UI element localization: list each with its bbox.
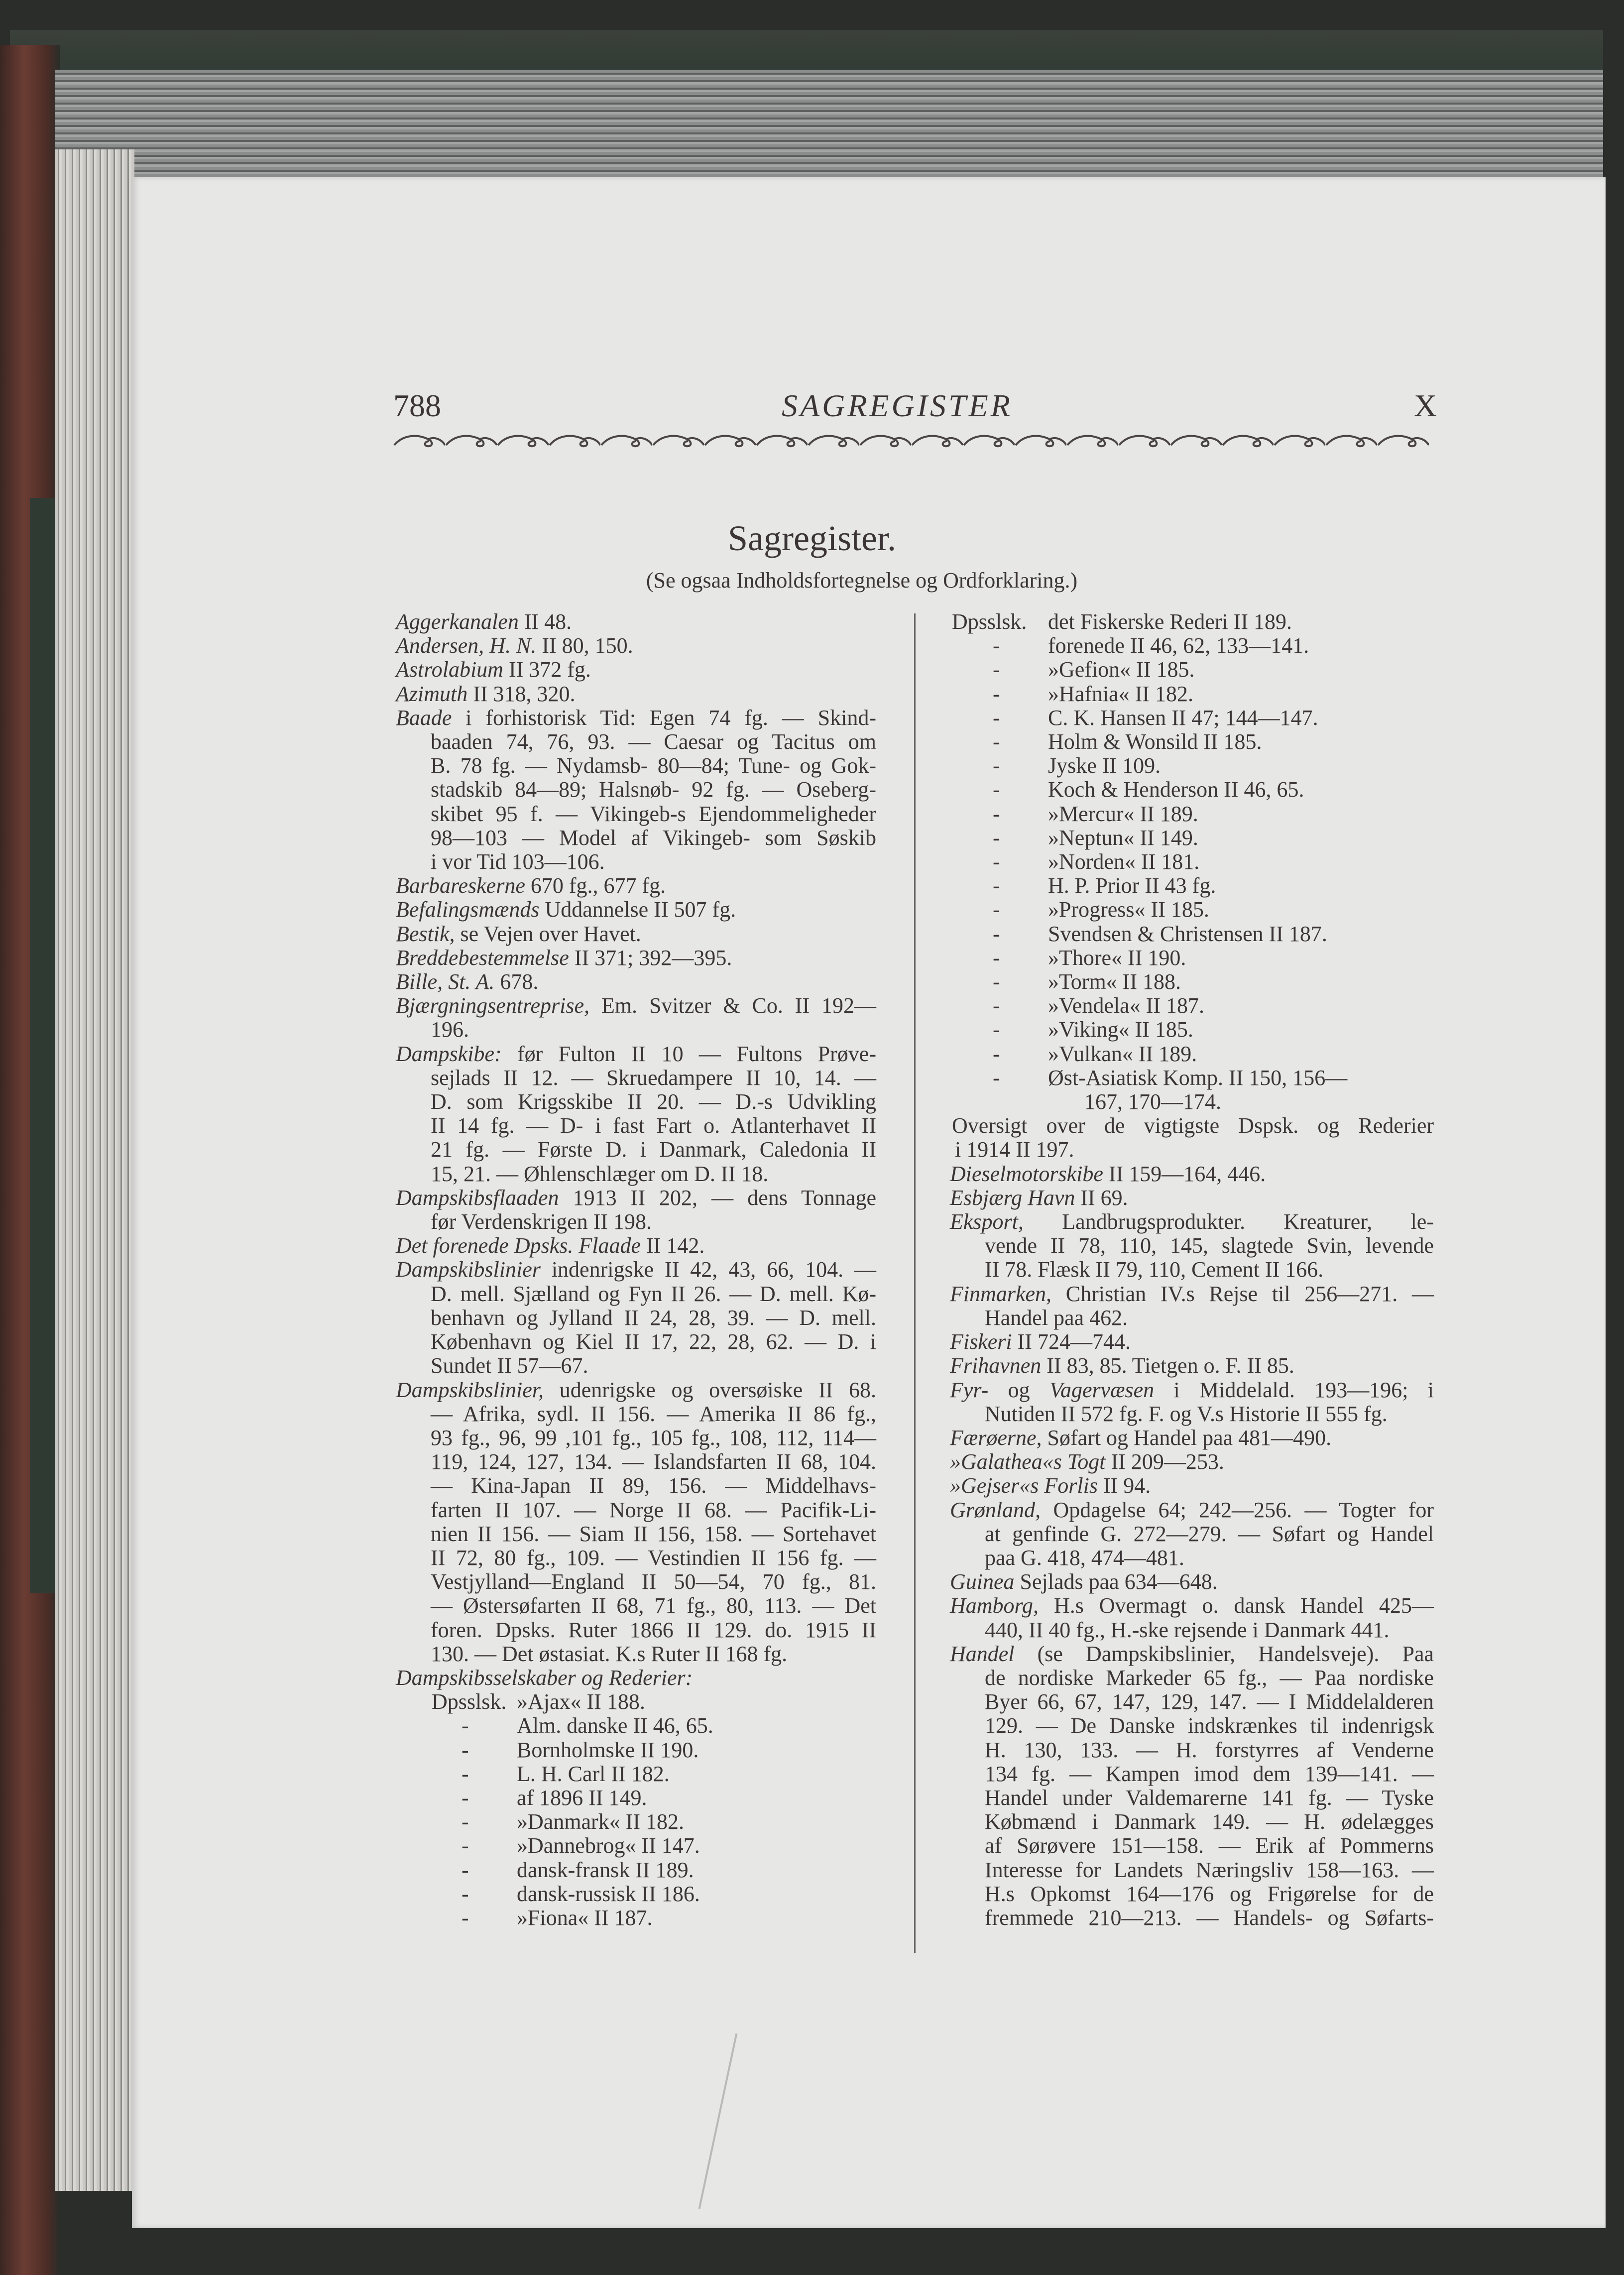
entry-heading: Fiskeri bbox=[950, 1329, 1012, 1354]
index-entry bbox=[950, 1474, 1434, 1498]
entry-heading: Barbareskerne bbox=[396, 873, 525, 898]
index-entry bbox=[396, 1042, 876, 1186]
entry-first-line bbox=[396, 898, 876, 922]
ditto-dash: - bbox=[462, 1809, 469, 1834]
entry-heading: Baade bbox=[396, 705, 452, 730]
entry-text: i forhistorisk Tid: Egen 74 fg. — Skind- bbox=[452, 705, 876, 730]
firm-name: Alm. danske II 46, 65. bbox=[517, 1713, 713, 1738]
entry-first-line bbox=[396, 970, 876, 994]
ditto-dash: - bbox=[993, 1017, 1000, 1042]
index-entry bbox=[950, 1162, 1434, 1186]
entry-heading: Handel bbox=[950, 1641, 1015, 1666]
firm-line bbox=[950, 802, 1434, 826]
entry-continuation-line: II 78. Flæsk II 79, 110, Cement II 166. bbox=[985, 1257, 1324, 1282]
entry-first-line bbox=[396, 1234, 876, 1258]
firm-line bbox=[950, 874, 1434, 898]
index-entry bbox=[396, 970, 876, 994]
entry-heading: Guinea bbox=[950, 1569, 1015, 1594]
index-entry bbox=[396, 874, 876, 898]
index-entry bbox=[396, 658, 876, 682]
firm-continuation-line: 167, 170—174. bbox=[1084, 1089, 1221, 1114]
firm-line bbox=[950, 1018, 1434, 1042]
entry-first-line bbox=[396, 1186, 876, 1210]
entry-continuation-line: D. mell. Sjælland og Fyn II 26. — D. mell. Kø- bbox=[431, 1281, 876, 1306]
ditto-dash: - bbox=[993, 921, 1000, 946]
index-entry bbox=[396, 922, 876, 946]
index-entry bbox=[396, 610, 876, 634]
firm-name: af 1896 II 149. bbox=[517, 1785, 647, 1810]
entry-text: indenrigske II 42, 43, 66, 104. — bbox=[540, 1257, 876, 1282]
entry-continuation-line: paa G. 418, 474—481. bbox=[985, 1545, 1184, 1570]
entry-continuation-line: Byer 66, 67, 147, 129, 147. — I Middelalderen bbox=[985, 1689, 1434, 1714]
firm-name: »Gefion« II 185. bbox=[1048, 657, 1195, 682]
index-entry bbox=[396, 946, 876, 970]
ditto-dash: - bbox=[993, 1041, 1000, 1066]
firm-name: »Danmark« II 182. bbox=[517, 1809, 685, 1834]
entry-text: II 209—253. bbox=[1105, 1449, 1224, 1474]
entry-continuation-line: 196. bbox=[431, 1017, 469, 1042]
ditto-dash: - bbox=[993, 777, 1000, 802]
index-entry bbox=[950, 1282, 1434, 1330]
firm-line bbox=[396, 1714, 876, 1738]
index-entry bbox=[396, 634, 876, 658]
firm-line bbox=[950, 778, 1434, 802]
entry-text: II 94. bbox=[1098, 1473, 1151, 1498]
firm-line bbox=[950, 682, 1434, 706]
entry-first-line bbox=[950, 1450, 1434, 1474]
firm-line bbox=[950, 730, 1434, 754]
ditto-dash: - bbox=[993, 633, 1000, 658]
ditto-dash: - bbox=[462, 1857, 469, 1882]
entry-text: Uddannelse II 507 fg. bbox=[539, 897, 736, 922]
entry-continuation-line: H.s Opkomst 164—176 og Frigørelse for de bbox=[985, 1881, 1434, 1906]
ditto-dash: - bbox=[993, 1065, 1000, 1090]
entry-heading: Breddebestemmelse bbox=[396, 945, 569, 970]
entry-continuation-line: II 72, 80 fg., 109. — Vestindien II 156 fg. — bbox=[431, 1545, 876, 1570]
entry-continuation-line: Handel paa 462. bbox=[985, 1305, 1128, 1330]
entry-continuation-line: 93 fg., 96, 99 ,101 fg., 105 fg., 108, 112, 114— bbox=[431, 1425, 876, 1450]
entry-first-line bbox=[396, 874, 876, 898]
entry-continuation-line: 98—103 — Model af Vikingeb- som Søskib bbox=[431, 825, 876, 850]
entry-text: II 724—744. bbox=[1012, 1329, 1131, 1354]
entry-heading: Andersen, H. N. bbox=[396, 633, 537, 658]
entry-first-line bbox=[396, 994, 876, 1018]
index-entry bbox=[396, 994, 876, 1042]
firm-name: »Torm« II 188. bbox=[1048, 969, 1181, 994]
entry-text: Christian IV.s Rejse til 256—271. — bbox=[1051, 1281, 1434, 1306]
index-entry bbox=[950, 1210, 1434, 1282]
entry-continuation-line: fremmede 210—213. — Handels- og Søfarts- bbox=[985, 1905, 1434, 1930]
entry-heading: Befalingsmænds bbox=[396, 897, 540, 922]
entry-text: H.s Overmagt o. dansk Handel 425— bbox=[1039, 1593, 1434, 1618]
ditto-dash: - bbox=[462, 1785, 469, 1810]
firm-line bbox=[396, 1858, 876, 1882]
entry-continuation-line: H. 130, 133. — H. forstyrres af Venderne bbox=[985, 1737, 1434, 1762]
entry-continuation-line: Handel under Valdemarerne 141 fg. — Tyske bbox=[985, 1785, 1434, 1810]
running-title: SAGREGISTER bbox=[782, 388, 1013, 423]
entry-continuation-line: før Verdenskrigen II 198. bbox=[431, 1209, 652, 1234]
index-entry bbox=[950, 1642, 1434, 1930]
firm-name: dansk-russisk II 186. bbox=[517, 1881, 700, 1906]
firm-name: »Ajax« II 188. bbox=[517, 1689, 645, 1714]
entry-first-line bbox=[396, 658, 876, 682]
entry-heading: Hamborg, bbox=[950, 1593, 1039, 1618]
entry-text: II 83, 85. Tietgen o. F. II 85. bbox=[1041, 1353, 1294, 1378]
entry-first-line bbox=[950, 1186, 1434, 1210]
ditto-dash: - bbox=[993, 681, 1000, 706]
entry-text: II 48. bbox=[518, 609, 572, 634]
page-title: Sagregister. bbox=[728, 518, 896, 558]
ditto-dash: - bbox=[462, 1905, 469, 1930]
entry-text: før Fulton II 10 — Fultons Prøve- bbox=[501, 1041, 876, 1066]
index-column-right bbox=[950, 610, 1434, 1930]
entry-text: II 80, 150. bbox=[536, 633, 633, 658]
entry-continuation-line: 440, II 40 fg., H.-ske rejsende i Danmark 441. bbox=[985, 1617, 1390, 1642]
firm-line bbox=[396, 1906, 876, 1930]
entry-continuation-line: 15, 21. — Øhlenschlæger om D. II 18. bbox=[431, 1161, 769, 1186]
firm-name: forenede II 46, 62, 133—141. bbox=[1048, 633, 1309, 658]
index-entry bbox=[950, 1498, 1434, 1570]
ditto-dash: - bbox=[993, 873, 1000, 898]
entry-first-line bbox=[950, 1378, 1434, 1402]
entry-first-line bbox=[950, 1594, 1434, 1618]
entry-heading: Dampskibsselskaber og Rederier: bbox=[396, 1665, 693, 1690]
entry-heading: Det forenede Dpsks. Flaade bbox=[396, 1233, 641, 1258]
entry-first-line bbox=[950, 1426, 1434, 1450]
firm-name: »Hafnia« II 182. bbox=[1048, 681, 1194, 706]
index-entry bbox=[396, 706, 876, 874]
entry-continuation-line: foren. Dpsks. Ruter 1866 II 129. do. 1915 II bbox=[431, 1617, 876, 1642]
entry-text: og bbox=[988, 1377, 1049, 1402]
firm-name: det Fiskerske Rederi II 189. bbox=[1048, 609, 1292, 634]
firm-name: dansk-fransk II 189. bbox=[517, 1857, 694, 1882]
entry-heading: »Galathea«s Togt bbox=[950, 1449, 1106, 1474]
entry-heading: Bestik, bbox=[396, 921, 455, 946]
ditto-dash: - bbox=[993, 753, 1000, 778]
firm-line bbox=[950, 658, 1434, 682]
firm-name: C. K. Hansen II 47; 144—147. bbox=[1048, 705, 1318, 730]
firm-prefix: Dpsslsk. bbox=[952, 609, 1027, 634]
ditto-dash: - bbox=[993, 897, 1000, 922]
firm-name: Jyske II 109. bbox=[1048, 753, 1161, 778]
entry-text: II 318, 320. bbox=[467, 681, 576, 706]
entry-continuation-line: — Afrika, sydl. II 156. — Amerika II 86 fg., bbox=[431, 1401, 876, 1426]
entry-first-line bbox=[950, 1282, 1434, 1306]
entry-text: II 371; 392—395. bbox=[569, 945, 732, 970]
entry-text: se Vejen over Havet. bbox=[455, 921, 641, 946]
entry-heading: Astrolabium bbox=[396, 657, 503, 682]
firm-line bbox=[950, 970, 1434, 994]
oversigt-line: i 1914 II 197. bbox=[955, 1137, 1074, 1162]
entry-text: 678. bbox=[494, 969, 539, 994]
firm-line bbox=[950, 850, 1434, 874]
entry-text: udenrigske og oversøiske II 68. bbox=[544, 1377, 876, 1402]
firm-name: L. H. Carl II 182. bbox=[517, 1761, 670, 1786]
firm-name: »Norden« II 181. bbox=[1048, 849, 1200, 874]
entry-text: (se Dampskibslinier, Handelsveje). Paa bbox=[1014, 1641, 1434, 1666]
index-entry bbox=[950, 1330, 1434, 1354]
firm-line bbox=[396, 1834, 876, 1858]
entry-heading: Azimuth bbox=[396, 681, 468, 706]
index-entry bbox=[396, 898, 876, 922]
firm-line bbox=[950, 946, 1434, 970]
entry-continuation-line: at genfinde G. 272—279. — Søfart og Handel bbox=[985, 1521, 1434, 1546]
firm-line bbox=[950, 898, 1434, 922]
entry-continuation-line: 119, 124, 127, 134. — Islandsfarten II 68, 104. bbox=[431, 1449, 876, 1474]
entry-first-line bbox=[396, 634, 876, 658]
page-number: 788 bbox=[393, 388, 441, 423]
firm-name: »Neptun« II 149. bbox=[1048, 825, 1198, 850]
entry-text: i Middelald. 193—196; i bbox=[1154, 1377, 1434, 1402]
column-divider bbox=[914, 613, 916, 1953]
entry-continuation-line: Nutiden II 572 fg. F. og V.s Historie II 555 fg. bbox=[985, 1401, 1388, 1426]
index-entry bbox=[950, 1570, 1434, 1594]
entry-continuation-line: Vestjylland—England II 50—54, 70 fg., 81. bbox=[431, 1569, 876, 1594]
entry-heading: Bille, St. A. bbox=[396, 969, 495, 994]
index-column-left bbox=[396, 610, 876, 1930]
entry-continuation-line: B. 78 fg. — Nydamsb- 80—84; Tune- og Gok- bbox=[431, 753, 876, 778]
firm-line bbox=[950, 634, 1434, 658]
firm-line bbox=[396, 1786, 876, 1810]
index-entry bbox=[396, 1378, 876, 1666]
entry-heading: Eksport, bbox=[950, 1209, 1024, 1234]
firm-line bbox=[950, 922, 1434, 946]
ditto-dash: - bbox=[462, 1833, 469, 1858]
entry-continuation-line: de nordiske Markeder 65 fg., — Paa nordiske bbox=[985, 1665, 1434, 1690]
firm-name: H. P. Prior II 43 fg. bbox=[1048, 873, 1216, 898]
entry-text: II 159—164, 446. bbox=[1103, 1161, 1266, 1186]
firm-name: Koch & Henderson II 46, 65. bbox=[1048, 777, 1304, 802]
entry-heading: »Gejser«s Forlis bbox=[950, 1473, 1098, 1498]
entry-continuation-line: i vor Tid 103—106. bbox=[431, 849, 605, 874]
entry-text: 670 fg., 677 fg. bbox=[525, 873, 666, 898]
ditto-dash: - bbox=[993, 705, 1000, 730]
volume-number: X bbox=[1414, 388, 1437, 423]
index-entry bbox=[396, 1186, 876, 1234]
entry-continuation-line: stadskib 84—89; Halsnøb- 92 fg. — Oseberg- bbox=[431, 777, 876, 802]
entry-text: Sejlads paa 634—648. bbox=[1014, 1569, 1218, 1594]
entry-heading: Frihavnen bbox=[950, 1353, 1042, 1378]
firm-name: Øst-Asiatisk Komp. II 150, 156— bbox=[1048, 1065, 1348, 1090]
entry-continuation-line: 134 fg. — Kampen imod dem 139—141. — bbox=[985, 1761, 1434, 1786]
entry-continuation-line: København og Kiel II 17, 22, 28, 62. — D. i bbox=[431, 1329, 876, 1354]
entry-heading: Dampskibslinier, bbox=[396, 1377, 544, 1402]
ditto-dash: - bbox=[462, 1881, 469, 1906]
entry-continuation-line: sejlads II 12. — Skruedampere II 10, 14. — bbox=[431, 1065, 876, 1090]
entry-text: II 142. bbox=[641, 1233, 705, 1258]
index-entry bbox=[950, 1450, 1434, 1474]
entry-heading: Dampskibe: bbox=[396, 1041, 502, 1066]
index-entry bbox=[396, 682, 876, 706]
index-entry bbox=[950, 1186, 1434, 1210]
entry-heading: Dieselmotorskibe bbox=[950, 1161, 1103, 1186]
firm-line bbox=[950, 610, 1434, 634]
firm-name: »Dannebrog« II 147. bbox=[517, 1833, 700, 1858]
firm-name: »Vulkan« II 189. bbox=[1048, 1041, 1197, 1066]
entry-continuation-line: Interesse for Landets Næringsliv 158—163. — bbox=[985, 1857, 1434, 1882]
entry-first-line bbox=[396, 1042, 876, 1066]
entry-heading: Grønland, bbox=[950, 1497, 1041, 1522]
firm-name: »Viking« II 185. bbox=[1048, 1017, 1193, 1042]
entry-text: Em. Svitzer & Co. II 192— bbox=[589, 993, 876, 1018]
firm-line bbox=[950, 826, 1434, 850]
ditto-dash: - bbox=[993, 993, 1000, 1018]
entry-heading: Dampskibsflaaden bbox=[396, 1185, 559, 1210]
entry-first-line bbox=[396, 946, 876, 970]
entry-heading: Finmarken, bbox=[950, 1281, 1052, 1306]
entry-text: Opdagelse 64; 242—256. — Togter for bbox=[1041, 1497, 1434, 1522]
entry-continuation-line: vende II 78, 110, 145, slagtede Svin, levende bbox=[985, 1233, 1434, 1258]
firm-name: Holm & Wonsild II 185. bbox=[1048, 729, 1262, 754]
firm-line bbox=[396, 1738, 876, 1762]
firm-line bbox=[950, 1042, 1434, 1066]
firm-name: »Vendela« II 187. bbox=[1048, 993, 1205, 1018]
entry-heading: Vagervæsen bbox=[1049, 1377, 1155, 1402]
entry-heading: Aggerkanalen bbox=[396, 609, 519, 634]
firm-prefix: Dpsslsk. bbox=[432, 1689, 507, 1714]
entry-first-line bbox=[950, 1642, 1434, 1666]
entry-text: Søfart og Handel paa 481—490. bbox=[1042, 1425, 1332, 1450]
entry-heading: Esbjærg Havn bbox=[950, 1185, 1075, 1210]
ornamental-rule bbox=[393, 432, 1429, 449]
entry-text: II 372 fg. bbox=[503, 657, 591, 682]
entry-continuation-line: nien II 156. — Siam II 156, 158. — Sortehavet bbox=[431, 1521, 876, 1546]
firm-name: »Thore« II 190. bbox=[1048, 945, 1186, 970]
entry-first-line bbox=[950, 1330, 1434, 1354]
ditto-dash: - bbox=[993, 825, 1000, 850]
entry-continuation-line: — Østersøfarten II 68, 71 fg., 80, 113. — Det bbox=[431, 1593, 876, 1618]
entry-continuation-line: skibet 95 f. — Vikingeb-s Ejendommeligheder bbox=[431, 801, 876, 826]
index-entry bbox=[950, 1594, 1434, 1642]
entry-heading: Bjærgningsentreprise, bbox=[396, 993, 590, 1018]
entry-text: II 69. bbox=[1075, 1185, 1128, 1210]
index-entry bbox=[950, 1426, 1434, 1450]
index-entry bbox=[396, 1666, 876, 1690]
index-entry bbox=[396, 1234, 876, 1258]
firm-line bbox=[950, 754, 1434, 778]
entry-continuation-line: af Sørøvere 151—158. — Erik af Pommerns bbox=[985, 1833, 1434, 1858]
ditto-dash: - bbox=[993, 801, 1000, 826]
entry-continuation-line: benhavn og Jylland II 24, 28, 39. — D. mell. bbox=[431, 1305, 876, 1330]
firm-name: »Mercur« II 189. bbox=[1048, 801, 1198, 826]
firm-line bbox=[950, 706, 1434, 730]
entry-first-line bbox=[950, 1210, 1434, 1234]
entry-continuation-line: Købmænd i Danmark 149. — H. ødelægges bbox=[985, 1809, 1434, 1834]
oversigt-line: Oversigt over de vigtigste Dspsk. og Rederier bbox=[952, 1113, 1434, 1138]
page-subtitle: (Se ogsaa Indholdsfortegnelse og Ordforklaring.) bbox=[646, 568, 1078, 593]
ditto-dash: - bbox=[462, 1713, 469, 1738]
page-stack-left bbox=[55, 149, 134, 2191]
firm-name: Bornholmske II 190. bbox=[517, 1737, 699, 1762]
entry-first-line bbox=[950, 1498, 1434, 1522]
entry-heading: Færøerne, bbox=[950, 1425, 1042, 1450]
ditto-dash: - bbox=[462, 1761, 469, 1786]
ditto-dash: - bbox=[993, 969, 1000, 994]
entry-continuation-line: Sundet II 57—67. bbox=[431, 1353, 588, 1378]
entry-continuation-line: 129. — De Danske indskrænkes til indenrigsk bbox=[985, 1713, 1434, 1738]
firm-line bbox=[396, 1690, 876, 1714]
firm-line bbox=[950, 994, 1434, 1018]
firm-line bbox=[396, 1810, 876, 1834]
ditto-dash: - bbox=[993, 657, 1000, 682]
entry-first-line bbox=[950, 1474, 1434, 1498]
entry-continuation-line: baaden 74, 76, 93. — Caesar og Tacitus om bbox=[431, 729, 876, 754]
entry-continuation-line: 130. — Det østasiat. K.s Ruter II 168 fg. bbox=[431, 1641, 788, 1666]
entry-first-line bbox=[396, 610, 876, 634]
firm-line bbox=[396, 1762, 876, 1786]
entry-first-line bbox=[396, 1258, 876, 1282]
entry-first-line bbox=[396, 706, 876, 730]
entry-first-line bbox=[396, 682, 876, 706]
entry-text: Landbrugsprodukter. Kreaturer, le- bbox=[1023, 1209, 1434, 1234]
index-entry bbox=[396, 1258, 876, 1378]
ditto-dash: - bbox=[993, 729, 1000, 754]
firm-name: »Progress« II 185. bbox=[1048, 897, 1209, 922]
entry-first-line bbox=[950, 1162, 1434, 1186]
entry-heading: Dampskibslinier bbox=[396, 1257, 541, 1282]
ditto-dash: - bbox=[993, 849, 1000, 874]
entry-first-line bbox=[950, 1570, 1434, 1594]
entry-continuation-line: 21 fg. — Første D. i Danmark, Caledonia II bbox=[431, 1137, 876, 1162]
entry-text: 1913 II 202, — dens Tonnage bbox=[559, 1185, 876, 1210]
entry-continuation-line: — Kina-Japan II 89, 156. — Middelhavs- bbox=[431, 1473, 876, 1498]
entry-first-line bbox=[396, 1378, 876, 1402]
entry-continuation-line: farten II 107. — Norge II 68. — Pacifik-Li- bbox=[431, 1497, 876, 1522]
firm-name: »Fiona« II 187. bbox=[517, 1905, 653, 1930]
ditto-dash: - bbox=[993, 945, 1000, 970]
entry-heading: Fyr- bbox=[950, 1377, 989, 1402]
entry-continuation-line: D. som Krigsskibe II 20. — D.-s Udvikling bbox=[431, 1089, 876, 1114]
ditto-dash: - bbox=[462, 1737, 469, 1762]
entry-continuation-line: II 14 fg. — D- i fast Fart o. Atlanterhavet II bbox=[431, 1113, 876, 1138]
firm-line bbox=[396, 1882, 876, 1906]
entry-first-line bbox=[396, 1666, 876, 1690]
page-stack-top bbox=[55, 70, 1603, 184]
entry-first-line bbox=[950, 1354, 1434, 1378]
index-entry bbox=[950, 1378, 1434, 1426]
entry-first-line bbox=[396, 922, 876, 946]
firm-name: Svendsen & Christensen II 187. bbox=[1048, 921, 1327, 946]
firm-line bbox=[950, 1066, 1434, 1090]
index-entry bbox=[950, 1354, 1434, 1378]
